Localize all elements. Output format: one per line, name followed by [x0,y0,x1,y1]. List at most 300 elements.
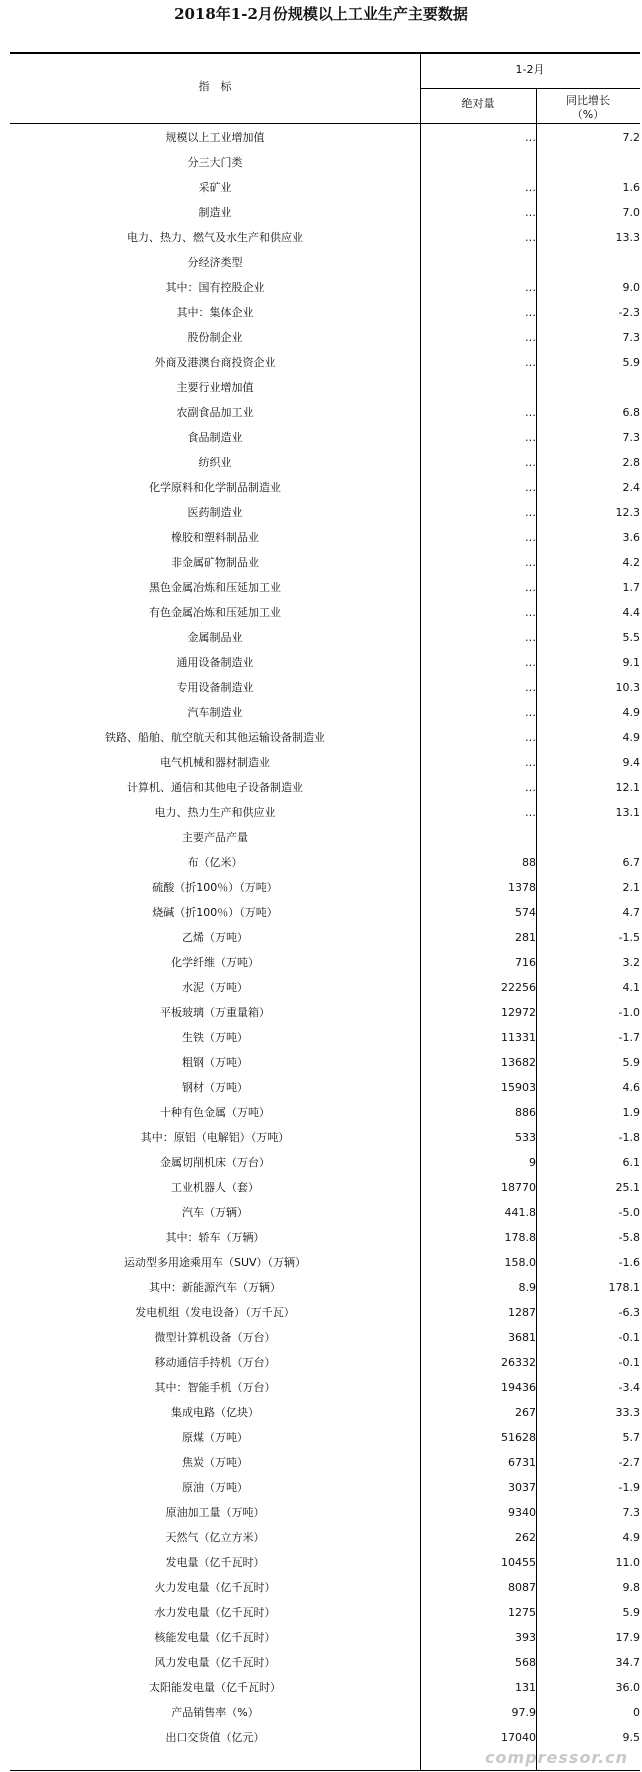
table-row [10,1650,640,1675]
absolute-value: 9340 [508,1506,536,1519]
yoy-growth-value: -3.4 [618,1381,640,1394]
table-row [10,675,640,700]
yoy-growth-cell [536,1075,640,1100]
yoy-growth-cell [536,175,640,200]
absolute-value-cell [420,825,536,850]
table-top-rule [10,52,640,54]
yoy-growth-value: 9.0 [622,281,640,294]
absolute-value-cell [420,525,536,550]
yoy-growth-value: 5.7 [622,1431,640,1444]
absolute-value: … [525,506,536,519]
absolute-value: 12972 [501,1006,536,1019]
yoy-growth-value: 25.1 [615,1181,640,1194]
yoy-growth-value: 11.0 [615,1556,640,1569]
indicator-name: 产品销售率（%） [171,1706,259,1719]
absolute-value: 131 [515,1681,536,1694]
absolute-value: 393 [515,1631,536,1644]
header-yoy-line1: 同比增长 [566,94,610,107]
absolute-value: … [525,431,536,444]
indicator-name: 其中：轿车（万辆） [165,1231,265,1244]
yoy-growth-cell [536,975,640,1000]
absolute-value: … [525,406,536,419]
absolute-value-cell [420,1400,536,1425]
absolute-value: … [525,581,536,594]
absolute-value: 8087 [508,1581,536,1594]
indicator-name: 主要行业增加值 [176,381,254,394]
indicator-name: 风力发电量（亿千瓦时） [154,1656,276,1669]
yoy-growth-value: 4.6 [622,1081,640,1094]
table-row [10,1025,640,1050]
absolute-value: 13682 [501,1056,536,1069]
yoy-growth-cell [536,725,640,750]
indicator-name: 其中：新能源汽车（万辆） [149,1281,281,1294]
absolute-value-cell [420,1550,536,1575]
yoy-growth-cell [536,500,640,525]
header-yoy [536,94,640,122]
table-row [10,575,640,600]
absolute-value-cell [420,150,536,175]
table-row [10,1675,640,1700]
absolute-value: … [525,681,536,694]
absolute-value: 51628 [501,1431,536,1444]
yoy-growth-value: 7.0 [622,206,640,219]
yoy-growth-cell [536,650,640,675]
indicator-name: 焦炭（万吨） [182,1456,248,1469]
indicator-name: 通用设备制造业 [176,656,254,669]
yoy-growth-value: -6.3 [618,1306,640,1319]
absolute-value-cell [420,125,536,150]
yoy-growth-cell [536,250,640,275]
absolute-value: 441.8 [504,1206,536,1219]
table-row [10,125,640,150]
indicator-name: 化学原料和化学制品制造业 [149,481,281,494]
yoy-growth-cell [536,850,640,875]
indicator-name: 外商及港澳台商投资企业 [154,356,276,369]
yoy-growth-value: 4.9 [622,1531,640,1544]
table-row [10,500,640,525]
indicator-name: 铁路、船舶、航空航天和其他运输设备制造业 [105,731,325,744]
indicator-name: 采矿业 [198,181,232,194]
table-row [10,650,640,675]
table-row [10,800,640,825]
absolute-value-cell [420,975,536,1000]
table-row [10,1625,640,1650]
yoy-growth-cell [536,575,640,600]
absolute-value: 3037 [508,1481,536,1494]
yoy-growth-value: 12.3 [615,506,640,519]
table-row [10,425,640,450]
indicator-name: 电气机械和器材制造业 [160,756,270,769]
yoy-growth-value: -1.7 [618,1031,640,1044]
absolute-value-cell [420,550,536,575]
yoy-growth-value: 6.1 [622,1156,640,1169]
yoy-growth-cell [536,1500,640,1525]
indicator-name: 工业机器人（套） [171,1181,259,1194]
table-row [10,1575,640,1600]
absolute-value-cell [420,800,536,825]
absolute-value: … [525,306,536,319]
absolute-value-cell [420,1300,536,1325]
indicator-name: 化学纤维（万吨） [171,956,259,969]
absolute-value: 6731 [508,1456,536,1469]
absolute-value: 1378 [508,881,536,894]
table-row [10,1375,640,1400]
table-row [10,1175,640,1200]
absolute-value-cell [420,1625,536,1650]
table-row [10,825,640,850]
indicator-name: 原油（万吨） [182,1481,248,1494]
absolute-value-cell [420,1450,536,1475]
absolute-value: 574 [515,906,536,919]
absolute-value: 97.9 [511,1706,536,1719]
indicator-name: 有色金属冶炼和压延加工业 [149,606,281,619]
yoy-growth-value: 36.0 [615,1681,640,1694]
yoy-growth-value: 4.1 [622,981,640,994]
table-row [10,625,640,650]
absolute-value-cell [420,450,536,475]
absolute-value-cell [420,1050,536,1075]
header-bottom-rule [10,123,640,124]
absolute-value: … [525,356,536,369]
table-row [10,1500,640,1525]
table-row [10,1200,640,1225]
yoy-growth-value: 13.3 [615,231,640,244]
absolute-value-cell [420,1200,536,1225]
absolute-value-cell [420,250,536,275]
yoy-growth-cell [536,1175,640,1200]
absolute-value-cell [420,1000,536,1025]
indicator-name: 股份制企业 [187,331,243,344]
indicator-name: 汽车（万辆） [182,1206,248,1219]
absolute-value-cell [420,950,536,975]
absolute-value: 15903 [501,1081,536,1094]
absolute-value-cell [420,775,536,800]
absolute-value-cell [420,375,536,400]
absolute-value-cell [420,1575,536,1600]
indicator-name: 计算机、通信和其他电子设备制造业 [127,781,303,794]
yoy-growth-value: 4.9 [622,706,640,719]
yoy-growth-cell [536,450,640,475]
yoy-growth-cell [536,400,640,425]
table-row [10,875,640,900]
indicator-name: 制造业 [198,206,232,219]
yoy-growth-cell [536,350,640,375]
indicator-name: 十种有色金属（万吨） [160,1106,270,1119]
indicator-name: 平板玻璃（万重量箱） [160,1006,270,1019]
table-row [10,1075,640,1100]
yoy-growth-cell [536,925,640,950]
absolute-value: 886 [515,1106,536,1119]
indicator-name: 黑色金属冶炼和压延加工业 [149,581,281,594]
absolute-value: 22256 [501,981,536,994]
absolute-value: 18770 [501,1181,536,1194]
yoy-growth-value: 7.3 [622,431,640,444]
yoy-growth-cell [536,1725,640,1750]
absolute-value-cell [420,1425,536,1450]
table-row [10,1400,640,1425]
yoy-growth-cell [536,1100,640,1125]
indicator-name: 发电量（亿千瓦时） [165,1556,265,1569]
table-row [10,550,640,575]
yoy-growth-cell [536,525,640,550]
absolute-value: … [525,456,536,469]
absolute-value: 3681 [508,1331,536,1344]
table-row [10,775,640,800]
absolute-value-cell [420,850,536,875]
absolute-value-cell [420,725,536,750]
absolute-value-cell [420,625,536,650]
table-row [10,1275,640,1300]
absolute-value: 281 [515,931,536,944]
yoy-growth-cell [536,1200,640,1225]
yoy-growth-cell [536,625,640,650]
yoy-growth-cell [536,1250,640,1275]
yoy-growth-cell [536,1400,640,1425]
indicator-name: 布（亿米） [187,856,243,869]
table-row [10,750,640,775]
indicator-name: 运动型多用途乘用车（SUV）（万辆） [123,1256,307,1269]
yoy-growth-value: -2.3 [618,306,640,319]
table-row [10,250,640,275]
table-row [10,900,640,925]
yoy-growth-value: 33.3 [615,1406,640,1419]
table-row [10,975,640,1000]
table-row [10,1050,640,1075]
absolute-value: … [525,531,536,544]
absolute-value-cell [420,1175,536,1200]
absolute-value-cell [420,1325,536,1350]
yoy-growth-cell [536,1000,640,1025]
table-row [10,1525,640,1550]
indicator-name: 农副食品加工业 [176,406,254,419]
yoy-growth-cell [536,150,640,175]
indicator-name: 其中：国有控股企业 [165,281,265,294]
yoy-growth-value: 12.1 [615,781,640,794]
table-row [10,1325,640,1350]
yoy-growth-value: 4.7 [622,906,640,919]
absolute-value: 716 [515,956,536,969]
yoy-growth-cell [536,1700,640,1725]
yoy-growth-value: 3.6 [622,531,640,544]
indicator-name: 其中：原铝（电解铝）（万吨） [140,1131,290,1144]
table-row [10,950,640,975]
indicator-name: 钢材（万吨） [182,1081,248,1094]
table-row [10,925,640,950]
yoy-growth-value: 0 [633,1706,640,1719]
yoy-growth-value: 9.4 [622,756,640,769]
yoy-growth-value: 5.5 [622,631,640,644]
table-row [10,1725,640,1750]
yoy-growth-cell [536,200,640,225]
absolute-value: … [525,231,536,244]
yoy-growth-cell [536,1125,640,1150]
table-row [10,1125,640,1150]
absolute-value-cell [420,400,536,425]
absolute-value-cell [420,575,536,600]
absolute-value-cell [420,425,536,450]
yoy-growth-cell [536,900,640,925]
absolute-value-cell [420,1475,536,1500]
indicator-name: 电力、热力、燃气及水生产和供应业 [127,231,303,244]
table-row [10,700,640,725]
yoy-growth-cell [536,1525,640,1550]
yoy-growth-value: 1.7 [622,581,640,594]
absolute-value-cell [420,1075,536,1100]
indicator-name: 火力发电量（亿千瓦时） [154,1581,276,1594]
indicator-name: 其中：智能手机（万台） [154,1381,276,1394]
table-row [10,1700,640,1725]
absolute-value-cell [420,500,536,525]
indicator-name: 金属切削机床（万台） [160,1156,270,1169]
yoy-growth-cell [536,1550,640,1575]
yoy-growth-cell [536,225,640,250]
indicator-name: 出口交货值（亿元） [165,1731,265,1744]
indicator-name: 专用设备制造业 [176,681,254,694]
yoy-growth-cell [536,600,640,625]
header-yoy-line2: （%） [571,108,605,121]
indicator-name: 集成电路（亿块） [171,1406,259,1419]
yoy-growth-value: 6.8 [622,406,640,419]
table-row [10,600,640,625]
yoy-growth-value: 13.1 [615,806,640,819]
absolute-value-cell [420,875,536,900]
absolute-value: 11331 [501,1031,536,1044]
header-sub-rule [420,88,640,89]
data-table-body [10,125,640,1750]
yoy-growth-value: -0.1 [618,1331,640,1344]
indicator-name: 纺织业 [198,456,232,469]
yoy-growth-value: 4.2 [622,556,640,569]
yoy-growth-value: 1.9 [622,1106,640,1119]
absolute-value-cell [420,300,536,325]
absolute-value: … [525,656,536,669]
absolute-value-cell [420,1100,536,1125]
table-row [10,1475,640,1500]
absolute-value-cell [420,200,536,225]
yoy-growth-cell [536,1450,640,1475]
absolute-value: 26332 [501,1356,536,1369]
absolute-value: 158.0 [504,1256,536,1269]
absolute-value-cell [420,1275,536,1300]
absolute-value-cell [420,1525,536,1550]
indicator-name: 电力、热力生产和供应业 [154,806,276,819]
absolute-value: 267 [515,1406,536,1419]
absolute-value-cell [420,275,536,300]
absolute-value-cell [420,925,536,950]
yoy-growth-value: -1.8 [618,1131,640,1144]
yoy-growth-cell [536,1575,640,1600]
yoy-growth-value: 3.2 [622,956,640,969]
indicator-name: 分经济类型 [187,256,243,269]
table-row [10,400,640,425]
yoy-growth-value: 9.8 [622,1581,640,1594]
yoy-growth-value: 10.3 [615,681,640,694]
absolute-value-cell [420,900,536,925]
table-row [10,350,640,375]
indicator-name: 金属制品业 [187,631,243,644]
indicator-name: 天然气（亿立方米） [165,1531,265,1544]
yoy-growth-value: 7.3 [622,1506,640,1519]
yoy-growth-value: 2.4 [622,481,640,494]
table-row [10,1250,640,1275]
yoy-growth-value: 17.9 [615,1631,640,1644]
yoy-growth-cell [536,1325,640,1350]
yoy-growth-value: 7.2 [622,131,640,144]
yoy-growth-cell [536,1300,640,1325]
indicator-name: 太阳能发电量（亿千瓦时） [149,1681,281,1694]
yoy-growth-cell [536,775,640,800]
yoy-growth-value: -1.9 [618,1481,640,1494]
yoy-growth-cell [536,950,640,975]
indicator-name: 其中：集体企业 [176,306,254,319]
absolute-value-cell [420,1650,536,1675]
indicator-name: 烧碱（折100％）（万吨） [152,906,278,919]
absolute-value: 19436 [501,1381,536,1394]
absolute-value-cell [420,750,536,775]
absolute-value: … [525,756,536,769]
absolute-value-cell [420,1250,536,1275]
absolute-value-cell [420,1025,536,1050]
table-row [10,1300,640,1325]
yoy-growth-value: 7.3 [622,331,640,344]
table-row [10,375,640,400]
indicator-name: 规模以上工业增加值 [165,131,265,144]
indicator-name: 硫酸（折100％）（万吨） [152,881,278,894]
absolute-value: 9 [529,1156,536,1169]
absolute-value: … [525,606,536,619]
absolute-value: … [525,806,536,819]
absolute-value-cell [420,475,536,500]
indicator-name: 粗钢（万吨） [182,1056,248,1069]
table-row [10,1350,640,1375]
yoy-growth-value: -5.0 [618,1206,640,1219]
absolute-value: … [525,331,536,344]
absolute-value: … [525,706,536,719]
yoy-growth-cell [536,425,640,450]
absolute-value: … [525,731,536,744]
header-period: 1-2月 [515,63,545,76]
indicator-name: 乙烯（万吨） [182,931,248,944]
table-row [10,325,640,350]
yoy-growth-value: 9.1 [622,656,640,669]
absolute-value-cell [420,1725,536,1750]
absolute-value-cell [420,225,536,250]
yoy-growth-cell [536,1425,640,1450]
indicator-name: 原煤（万吨） [182,1431,248,1444]
absolute-value-cell [420,1700,536,1725]
yoy-growth-value: 9.5 [622,1731,640,1744]
yoy-growth-value: 2.8 [622,456,640,469]
yoy-growth-cell [536,550,640,575]
absolute-value-cell [420,1600,536,1625]
table-row [10,275,640,300]
table-row [10,1450,640,1475]
yoy-growth-cell [536,1275,640,1300]
absolute-value: … [525,481,536,494]
indicator-name: 生铁（万吨） [182,1031,248,1044]
table-row [10,1600,640,1625]
table-bottom-rule [10,1770,640,1771]
table-row [10,475,640,500]
yoy-growth-cell [536,1475,640,1500]
yoy-growth-value: 4.4 [622,606,640,619]
yoy-growth-value: -1.5 [618,931,640,944]
table-row [10,150,640,175]
yoy-growth-cell [536,700,640,725]
yoy-growth-value: -1.6 [618,1256,640,1269]
yoy-growth-value: 5.9 [622,1056,640,1069]
absolute-value-cell [420,675,536,700]
